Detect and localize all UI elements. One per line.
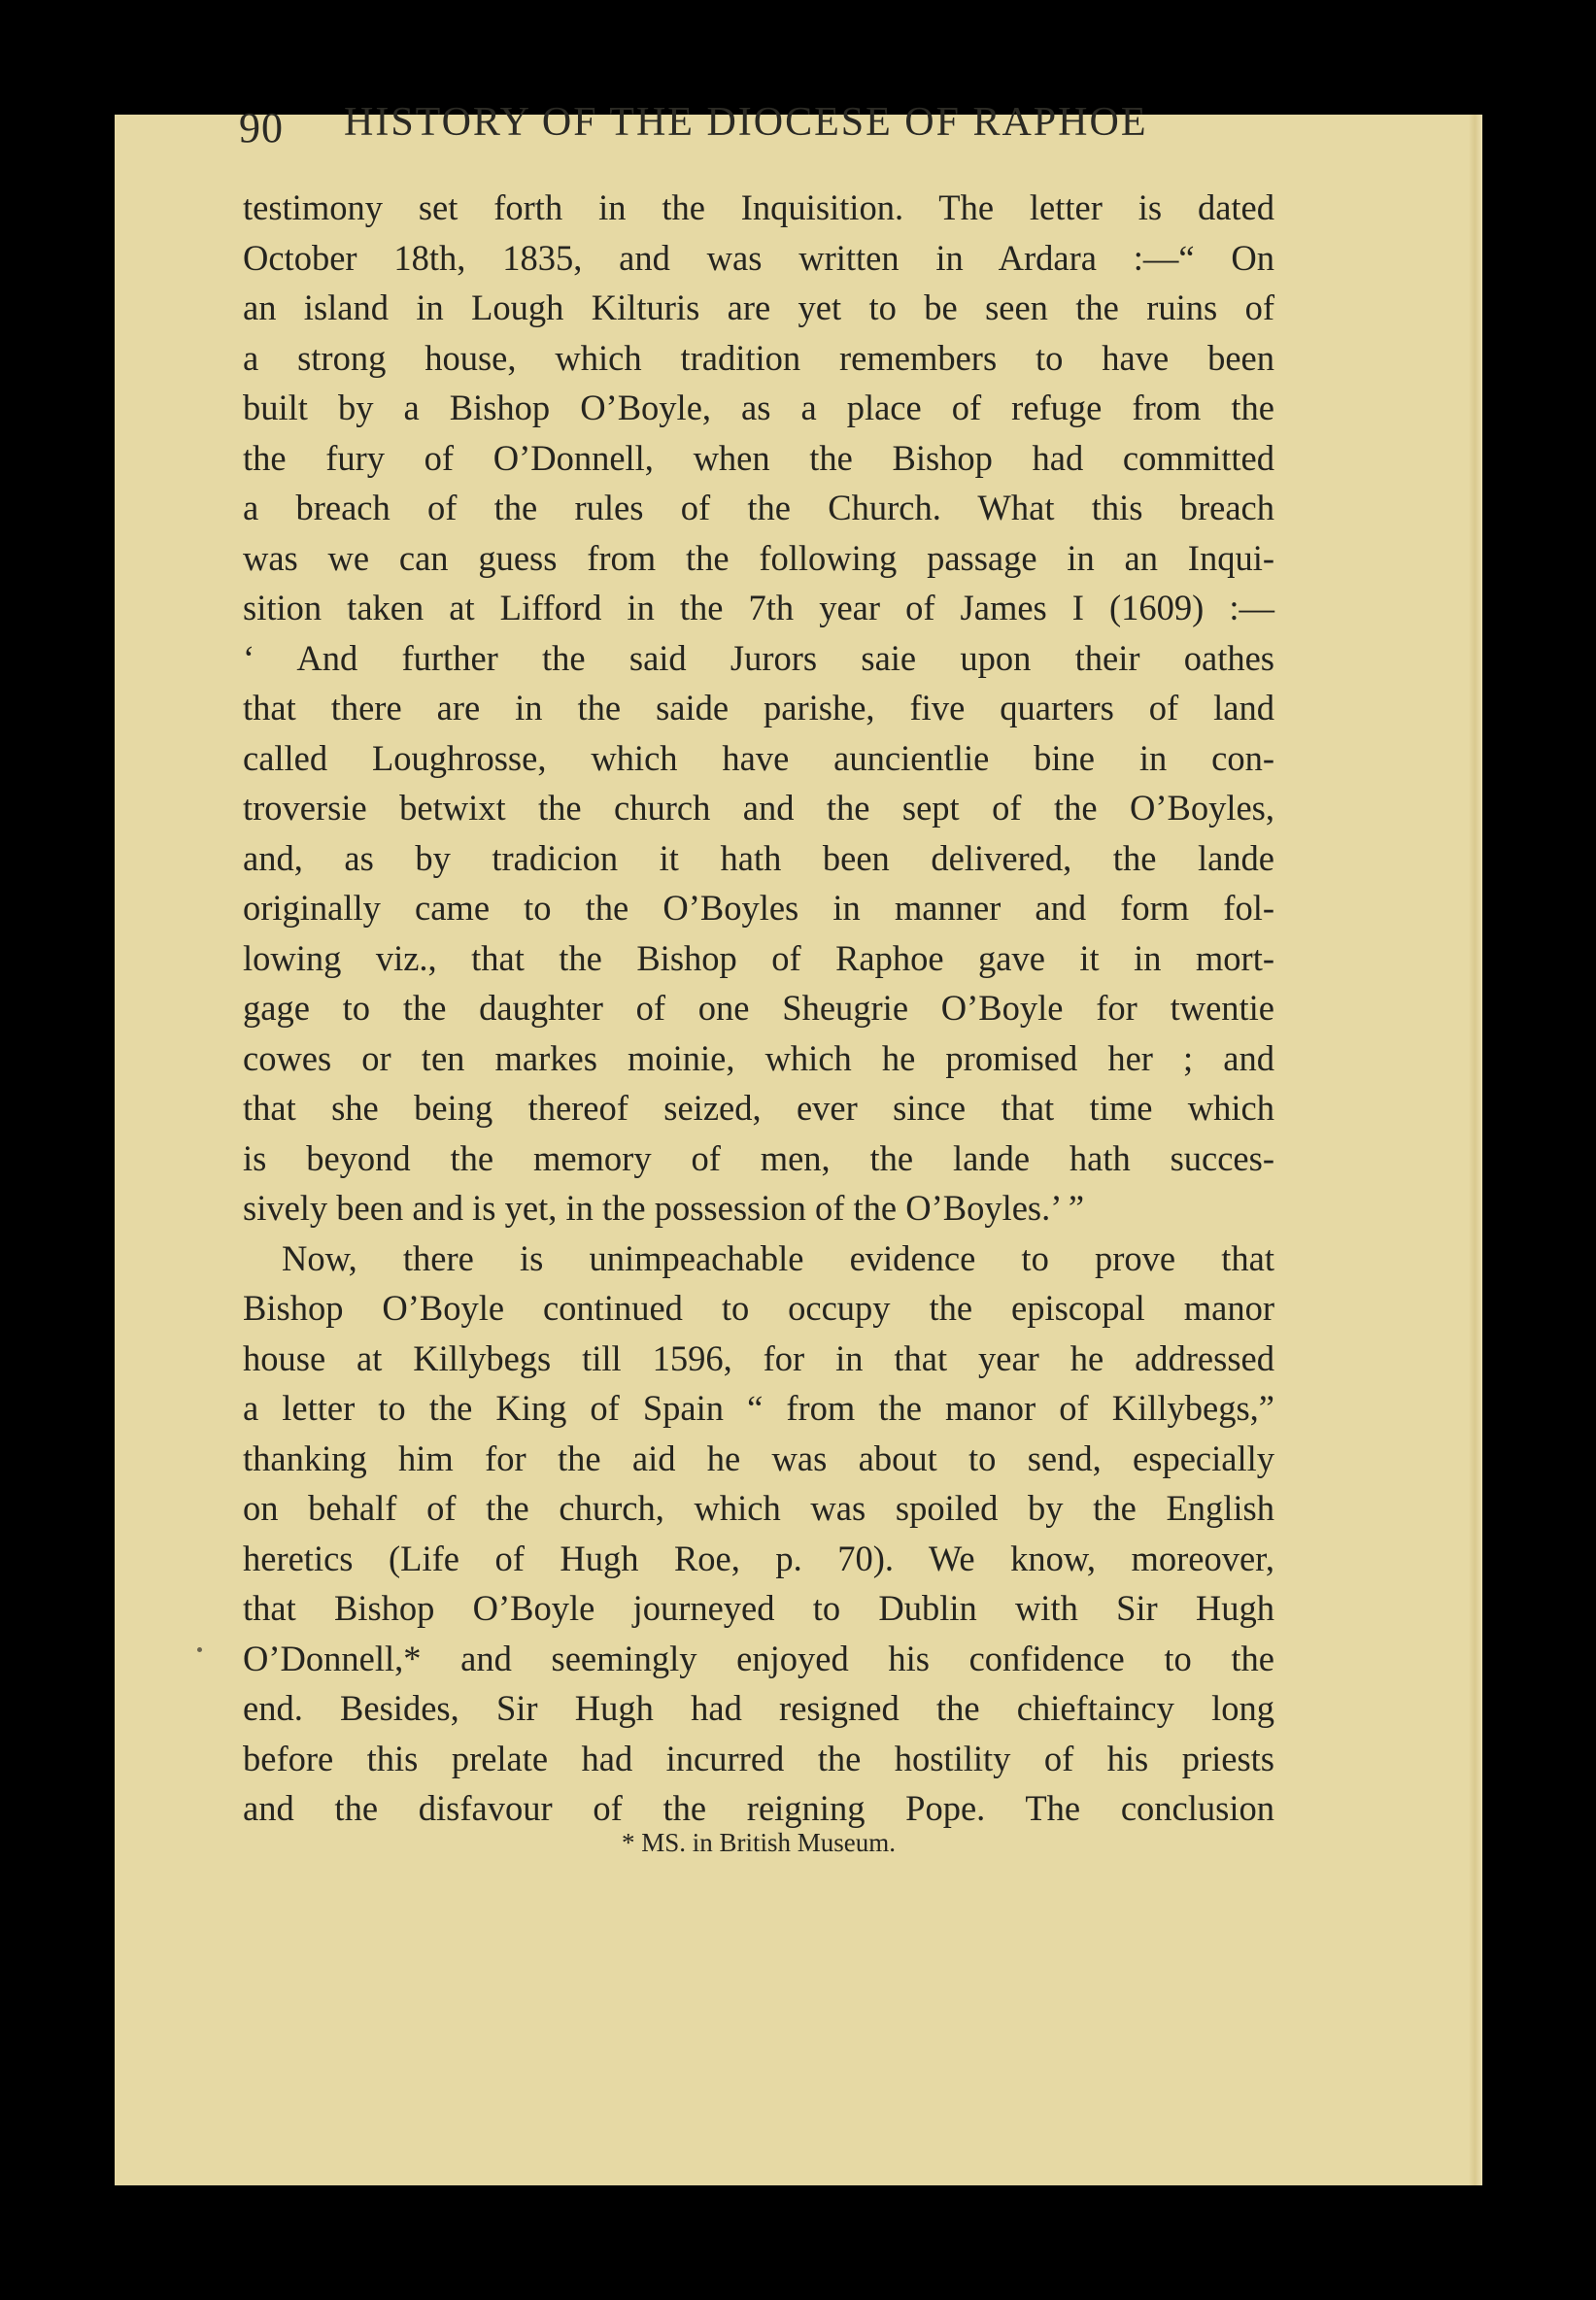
body-text	[243, 183, 1274, 1834]
text-line: an island in Lough Kilturis are yet to be seen the ruins of	[243, 288, 1274, 327]
text-line: originally came to the O’Boyles in manner and form fol-	[243, 888, 1274, 928]
text-line: Now, there is unimpeachable evidence to prove that	[282, 1237, 1274, 1278]
text-line: and, as by tradicion it hath been delivered, the lande	[243, 837, 1274, 878]
text-line: thanking him for the aid he was about to send, especially	[243, 1438, 1274, 1478]
text-line: was we can guess from the following passage in an Inqui-	[243, 537, 1274, 578]
text-line: house at Killybegs till 1596, for in that year he addressed	[243, 1337, 1274, 1378]
text-line: ‘ And further the said Jurors saie upon their oathes	[243, 637, 1274, 678]
text-line: troversie betwixt the church and the sept of the O’Boyles,	[243, 788, 1274, 828]
text-line: built by a Bishop O’Boyle, as a place of refuge from the	[243, 388, 1274, 427]
text-line: lowing viz., that the Bishop of Raphoe gave it in mort-	[243, 937, 1274, 978]
footnote: * MS. in British Museum.	[621, 1828, 897, 1857]
text-line: gage to the daughter of one Sheugrie O’Boyle for twentie	[243, 988, 1274, 1028]
ink-speck	[197, 1647, 202, 1652]
text-line: sition taken at Lifford in the 7th year of James I (1609) :—	[243, 588, 1274, 627]
text-line: heretics (Life of Hugh Roe, p. 70). We know, moreover,	[243, 1538, 1274, 1578]
text-line: O’Donnell,* and seemingly enjoyed his confidence to the	[243, 1638, 1274, 1678]
text-line: is beyond the memory of men, the lande hath succes-	[243, 1137, 1274, 1178]
text-line: Bishop O’Boyle continued to occupy the episcopal manor	[243, 1288, 1274, 1328]
text-line: that she being thereof seized, ever since that time which	[243, 1088, 1274, 1128]
text-line: a breach of the rules of the Church. What this breach	[243, 488, 1274, 527]
text-line: on behalf of the church, which was spoiled by the English	[243, 1488, 1274, 1528]
running-title: HISTORY OF THE DIOCESE OF RAPHOE	[344, 100, 1148, 145]
text-line: testimony set forth in the Inquisition. The letter is dated	[243, 187, 1274, 227]
text-line: called Loughrosse, which have auncientlie bine in con-	[243, 737, 1274, 778]
running-head	[239, 99, 1220, 157]
text-line: a strong house, which tradition remembers to have been	[243, 337, 1274, 378]
text-line: before this prelate had incurred the hostility of his priests	[243, 1738, 1274, 1778]
text-line: end. Besides, Sir Hugh had resigned the chieftaincy long	[243, 1688, 1274, 1728]
page-number: 90	[239, 104, 284, 152]
text-line: that Bishop O’Boyle journeyed to Dublin with Sir Hugh	[243, 1588, 1274, 1628]
text-line: cowes or ten markes moinie, which he promised her ; and	[243, 1037, 1274, 1078]
page-edge-shadow	[1469, 115, 1482, 2185]
text-line: October 18th, 1835, and was written in Ardara :—“ On	[243, 237, 1274, 278]
text-line: sively been and is yet, in the possession of the O’Boyles.’ ”	[243, 1188, 1085, 1228]
text-line: the fury of O’Donnell, when the Bishop had committed	[243, 437, 1274, 478]
text-line: a letter to the King of Spain “ from the manor of Killybegs,”	[243, 1388, 1274, 1428]
text-line: and the disfavour of the reigning Pope. The conclusion	[243, 1788, 1274, 1828]
text-line: that there are in the saide parishe, five quarters of land	[243, 688, 1274, 727]
